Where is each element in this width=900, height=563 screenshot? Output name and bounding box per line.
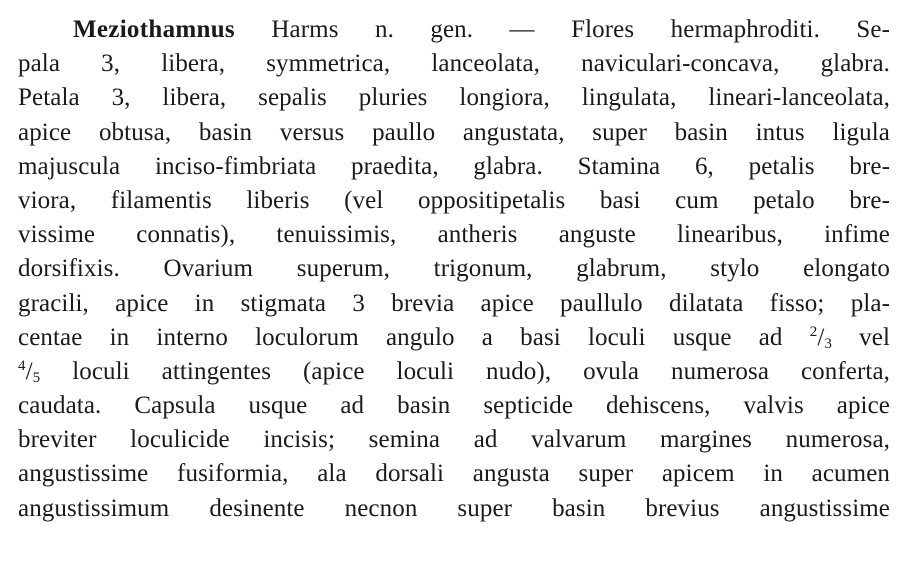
fraction-1-numerator: 2: [809, 323, 818, 340]
fraction-2-slash: /: [25, 357, 33, 385]
genus-name: Meziothamnus: [73, 16, 235, 43]
text-line-6: viora, filamentis liberis (vel oppositipetalis basi cum petalo bre-: [18, 186, 890, 214]
text-line-2: pala 3, libera, symmetrica, lanceolata, naviculari-concava, glabra.: [18, 50, 890, 78]
text-line-9: gracili, apice in stigmata 3 brevia apice paullulo dilatata fisso; pla-: [18, 289, 890, 317]
document-page: [18, 13, 890, 526]
fraction-1-denominator: 3: [824, 335, 832, 352]
text-line-5: majuscula inciso-fimbriata praedita, glabra. Stamina 6, petalis bre-: [18, 152, 890, 180]
fraction-1-suffix: vel: [831, 323, 890, 351]
text-line-13: breviter loculicide incisis; semina ad valvarum margines numerosa,: [18, 426, 890, 454]
text-line-11: [18, 355, 890, 389]
text-line-4: apice obtusa, basin versus paullo angustata, super basin intus ligula: [18, 118, 890, 146]
fraction-2-numerator: 4: [18, 357, 26, 374]
text-line-12: caudata. Capsula usque ad basin septicide dehiscens, valvis apice: [18, 392, 890, 420]
text-line-7: vissime connatis), tenuissimis, antheris anguste linearibus, infime: [18, 221, 890, 249]
text-line-1: [18, 13, 890, 47]
text-line-11-text: loculi attingentes (apice loculi nudo), ovula numerosa conferta,: [72, 357, 890, 385]
text-line-8: dorsifixis. Ovarium superum, trigonum, glabrum, stylo elongato: [18, 255, 890, 283]
text-line-3: Petala 3, libera, sepalis pluries longiora, lingulata, lineari-lanceolata,: [18, 84, 890, 112]
text-line-14: angustissime fusiformia, ala dorsali angusta super apicem in acumen: [18, 460, 890, 488]
text-line-15: angustissimum desinente necnon super basin brevius angustissime: [18, 494, 890, 522]
fraction-1-slash: /: [817, 323, 825, 351]
text-line-10-text: centae in interno loculorum angulo a basi loculi usque ad: [18, 323, 783, 351]
text-line-1-rest: Harms n. gen. — Flores hermaphroditi. Se-: [234, 16, 890, 43]
text-line-10: [18, 321, 890, 355]
fraction-2-denominator: 5: [32, 369, 41, 386]
